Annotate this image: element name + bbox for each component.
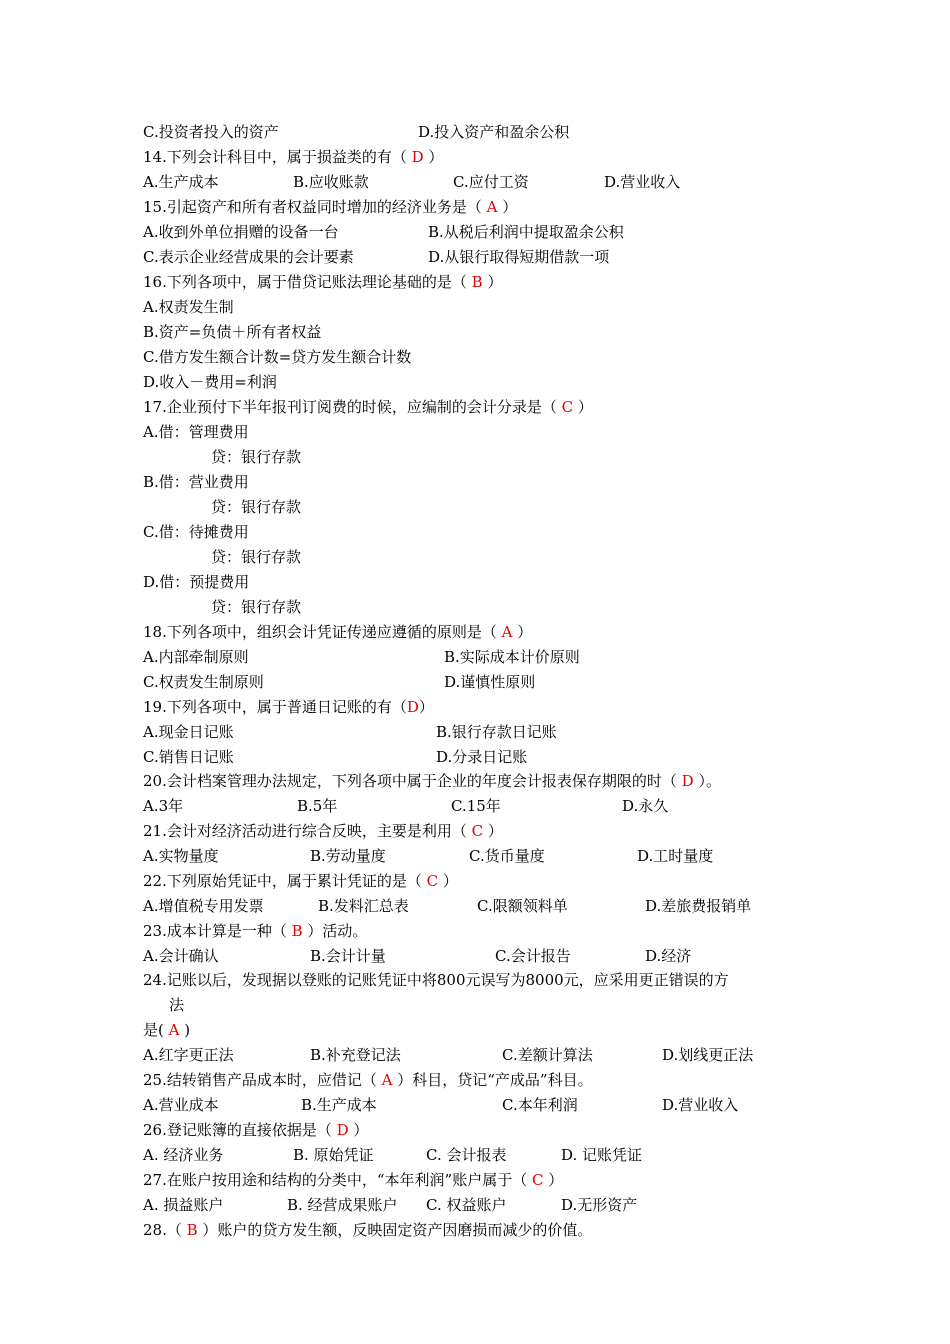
question-line	[143, 622, 532, 642]
answer-option: B.5年	[297, 797, 338, 815]
question-text: 21.会计对经济活动进行综合反映，主要是利用（	[143, 822, 472, 840]
text-line: 贷：银行存款	[211, 598, 302, 616]
answer-option: A.红字更正法	[143, 1046, 234, 1064]
question-line	[143, 397, 593, 417]
question-text: 26.登记账簿的直接依据是（	[143, 1121, 337, 1139]
answer-mark: A	[381, 1071, 393, 1089]
question-text-tail: ）	[497, 198, 518, 216]
text-line: 贷：银行存款	[211, 448, 302, 466]
question-text: 28.（	[143, 1221, 187, 1239]
question-text: 20.会计档案管理办法规定，下列各项中属于企业的年度会计报表保存期限的时（	[143, 772, 682, 790]
answer-mark: D	[336, 1121, 349, 1139]
question-text: 25.结转销售产品成本时，应借记（	[143, 1071, 382, 1089]
question-text-tail: ）账户的贷方发生额，反映固定资产因磨损而减少的价值。	[197, 1221, 593, 1239]
answer-mark: C	[561, 398, 574, 416]
answer-option: C. 权益账户	[426, 1196, 507, 1214]
text-line: B.资产=负债＋所有者权益	[143, 323, 322, 341]
answer-option: A.增值税专用发票	[143, 897, 264, 915]
answer-option: C.投资者投入的资产	[143, 123, 279, 141]
answer-option: A.内部牵制原则	[143, 648, 249, 666]
question-line	[143, 1220, 592, 1240]
answer-mark: B	[471, 273, 483, 291]
answer-option: C.权责发生制原则	[143, 673, 264, 691]
answer-option: A.收到外单位捐赠的设备一台	[143, 223, 339, 241]
question-text: 18.下列各项中，组织会计凭证传递应遵循的原则是（	[143, 623, 502, 641]
question-line	[143, 1170, 563, 1190]
question-text-tail: ）	[348, 1121, 369, 1139]
question-line	[143, 697, 434, 717]
question-text-tail: ）。	[693, 772, 721, 790]
answer-option: A.会计确认	[143, 947, 219, 965]
text-line: A.权责发生制	[143, 298, 234, 316]
answer-mark: D	[681, 772, 694, 790]
question-text: 19.下列各项中，属于普通日记账的有（	[143, 698, 407, 716]
answer-option: B. 经营成果账户	[287, 1196, 398, 1214]
question-line	[143, 147, 443, 167]
answer-option: D.划线更正法	[662, 1046, 754, 1064]
question-text: 15.引起资产和所有者权益同时增加的经济业务是（	[143, 198, 487, 216]
answer-option: A.生产成本	[143, 173, 219, 191]
question-line	[143, 921, 367, 941]
answer-mark: D	[406, 698, 419, 716]
question-text-tail: ）活动。	[302, 922, 368, 940]
answer-mark: C	[426, 872, 439, 890]
answer-mark: B	[186, 1221, 198, 1239]
answer-option: D.投入资产和盈余公积	[418, 123, 570, 141]
answer-option: C.会计报告	[495, 947, 571, 965]
answer-option: A.3年	[143, 797, 184, 815]
question-text-tail: ）	[423, 148, 444, 166]
question-line	[143, 821, 503, 841]
text-line: C.借方发生额合计数=贷方发生额合计数	[143, 348, 412, 366]
answer-option: D.谨慎性原则	[444, 673, 536, 691]
answer-option: B. 原始凭证	[293, 1146, 374, 1164]
question-line	[143, 1070, 593, 1090]
answer-mark: A	[501, 623, 513, 641]
answer-option: D.永久	[622, 797, 669, 815]
answer-option: B.劳动量度	[310, 847, 386, 865]
text-line: A.借：管理费用	[143, 423, 249, 441]
question-line	[143, 771, 721, 791]
answer-mark: D	[411, 148, 424, 166]
text-line: 贷：银行存款	[211, 498, 302, 516]
answer-option: B.补充登记法	[310, 1046, 401, 1064]
text-line: 法	[169, 996, 185, 1014]
answer-option: A.实物量度	[143, 847, 219, 865]
answer-option: D.营业收入	[662, 1096, 739, 1114]
question-text: 16.下列各项中，属于借贷记账法理论基础的是（	[143, 273, 472, 291]
answer-option: B.银行存款日记账	[436, 723, 557, 741]
question-text: 是(	[143, 1021, 169, 1039]
answer-mark: C	[531, 1171, 544, 1189]
answer-option: B.生产成本	[301, 1096, 377, 1114]
answer-mark: C	[471, 822, 484, 840]
answer-option: A.营业成本	[143, 1096, 219, 1114]
answer-option: B.实际成本计价原则	[444, 648, 580, 666]
answer-option: A. 经济业务	[143, 1146, 224, 1164]
question-line	[143, 1020, 190, 1040]
question-text: 14.下列会计科目中，属于损益类的有（	[143, 148, 412, 166]
answer-option: B.从税后利润中提取盈余公积	[428, 223, 624, 241]
answer-option: A.现金日记账	[143, 723, 234, 741]
question-text-tail: )	[179, 1021, 191, 1039]
answer-option: C. 会计报表	[426, 1146, 507, 1164]
answer-option: B.会计计量	[310, 947, 386, 965]
question-text-tail: ）	[482, 273, 503, 291]
answer-option: B.应收账款	[293, 173, 369, 191]
question-text-tail: ）	[483, 822, 503, 840]
answer-mark: A	[486, 198, 498, 216]
question-text-tail: ）	[418, 698, 434, 716]
answer-option: C.表示企业经营成果的会计要素	[143, 248, 354, 266]
question-text-tail: ）	[512, 623, 533, 641]
answer-option: C.销售日记账	[143, 748, 234, 766]
answer-option: C.本年利润	[502, 1096, 578, 1114]
answer-mark: A	[168, 1021, 180, 1039]
answer-option: C.15年	[451, 797, 501, 815]
question-line	[143, 272, 502, 292]
answer-option: C.货币量度	[469, 847, 545, 865]
answer-mark: B	[291, 922, 303, 940]
answer-option: D. 记账凭证	[561, 1146, 643, 1164]
text-line: B.借：营业费用	[143, 473, 249, 491]
question-text-tail: ）科目，贷记“产成品”科目。	[392, 1071, 593, 1089]
answer-option: D.经济	[645, 947, 692, 965]
answer-option: C.差额计算法	[502, 1046, 593, 1064]
question-text-tail: ）	[573, 398, 593, 416]
text-line: 24.记账以后，发现据以登账的记账凭证中将800元误写为8000元，应采用更正错误的方	[143, 971, 729, 989]
answer-option: D.从银行取得短期借款一项	[428, 248, 610, 266]
question-text: 22.下列原始凭证中，属于累计凭证的是（	[143, 872, 427, 890]
answer-option: D.营业收入	[604, 173, 681, 191]
answer-option: B.发料汇总表	[318, 897, 409, 915]
question-text-tail: ）	[543, 1171, 564, 1189]
question-text: 17.企业预付下半年报刊订阅费的时候，应编制的会计分录是（	[143, 398, 562, 416]
answer-option: D.差旅费报销单	[645, 897, 752, 915]
text-line: 贷：银行存款	[211, 548, 302, 566]
answer-option: D.无形资产	[561, 1196, 638, 1214]
text-line: C.借：待摊费用	[143, 523, 249, 541]
question-text: 23.成本计算是一种（	[143, 922, 292, 940]
text-line: D.借：预提费用	[143, 573, 250, 591]
answer-option: A. 损益账户	[143, 1196, 224, 1214]
text-line: D.收入－费用=利润	[143, 373, 277, 391]
answer-option: C.应付工资	[453, 173, 529, 191]
question-text-tail: ）	[438, 872, 458, 890]
question-line	[143, 871, 458, 891]
answer-option: D.工时量度	[637, 847, 714, 865]
question-text: 27.在账户按用途和结构的分类中，“本年利润”账户属于（	[143, 1171, 532, 1189]
question-line	[143, 197, 517, 217]
answer-option: D.分录日记账	[436, 748, 528, 766]
answer-option: C.限额领料单	[477, 897, 568, 915]
question-line	[143, 1120, 368, 1140]
